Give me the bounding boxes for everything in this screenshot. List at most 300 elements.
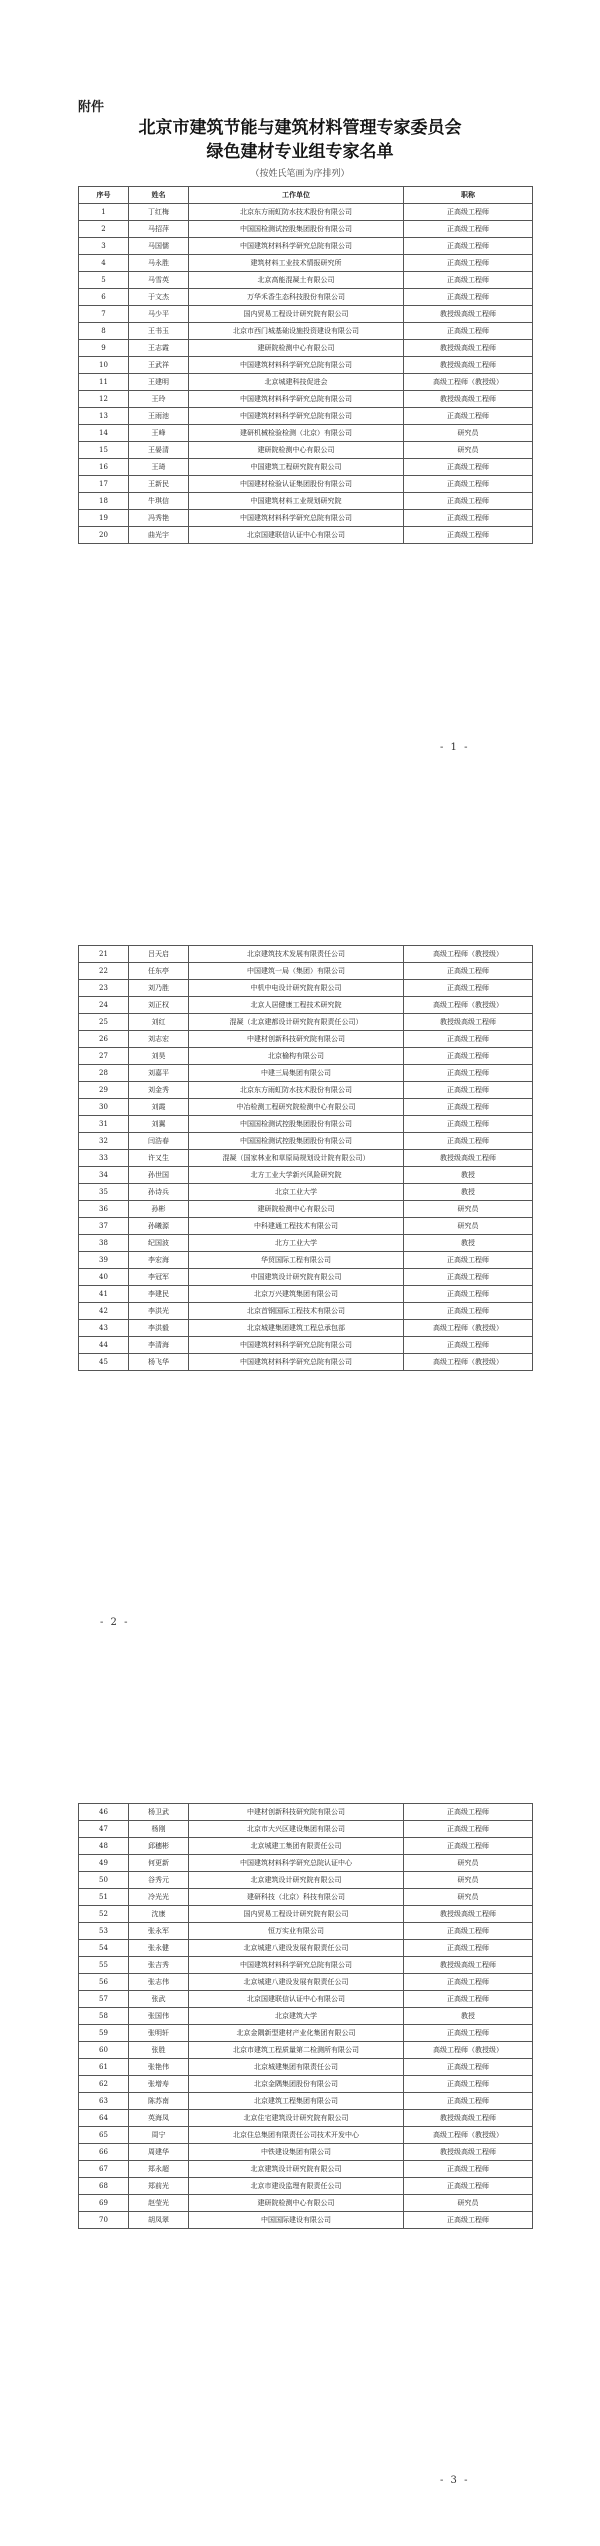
header-employer: 工作单位 — [189, 187, 404, 204]
cell-name: 孙曦源 — [129, 1218, 189, 1235]
cell-employer: 中建材创新科技研究院有限公司 — [189, 1804, 404, 1821]
cell-name: 郑永超 — [129, 2161, 189, 2178]
cell-employer: 北京人居健康工程技术研究院 — [189, 997, 404, 1014]
cell-index: 65 — [79, 2127, 129, 2144]
cell-employer: 中国建筑材料科学研究总院有限公司 — [189, 1337, 404, 1354]
cell-title: 研究员 — [404, 1855, 533, 1872]
cell-title: 正高级工程师 — [404, 204, 533, 221]
table-row — [79, 1235, 533, 1252]
cell-title: 正高级工程师 — [404, 476, 533, 493]
cell-employer: 北京城建科技促进会 — [189, 374, 404, 391]
table-row — [79, 1014, 533, 1031]
cell-index: 39 — [79, 1252, 129, 1269]
cell-employer: 北京榆构有限公司 — [189, 1048, 404, 1065]
cell-employer: 中国国检测试控股集团股份有限公司 — [189, 1133, 404, 1150]
cell-index: 58 — [79, 2008, 129, 2025]
cell-title: 研究员 — [404, 425, 533, 442]
cell-index: 37 — [79, 1218, 129, 1235]
table-row — [79, 323, 533, 340]
cell-name: 周宁 — [129, 2127, 189, 2144]
cell-title: 正高级工程师 — [404, 1821, 533, 1838]
cell-name: 李宏海 — [129, 1252, 189, 1269]
cell-employer: 北京国建联信认证中心有限公司 — [189, 527, 404, 544]
cell-index: 69 — [79, 2195, 129, 2212]
table-row — [79, 272, 533, 289]
cell-title: 正高级工程师 — [404, 2025, 533, 2042]
cell-employer: 中国建筑一局（集团）有限公司 — [189, 963, 404, 980]
cell-name: 纪国波 — [129, 1235, 189, 1252]
cell-name: 张国伟 — [129, 2008, 189, 2025]
cell-index: 57 — [79, 1991, 129, 2008]
table-row — [79, 391, 533, 408]
cell-index: 51 — [79, 1889, 129, 1906]
cell-name: 张吉秀 — [129, 1957, 189, 1974]
cell-name: 马永胜 — [129, 255, 189, 272]
cell-employer: 中国建筑材料科学研究总院有限公司 — [189, 357, 404, 374]
cell-employer: 中国建筑工程研究院有限公司 — [189, 459, 404, 476]
attachment-label: 附件 — [78, 100, 105, 115]
cell-name: 刘嘉平 — [129, 1065, 189, 1082]
table-row — [79, 2110, 533, 2127]
cell-name: 王琦 — [129, 459, 189, 476]
cell-name: 张志伟 — [129, 1974, 189, 1991]
table-row — [79, 1286, 533, 1303]
cell-employer: 建研机械检验检测（北京）有限公司 — [189, 425, 404, 442]
cell-name: 刘霞 — [129, 1099, 189, 1116]
cell-name: 王武祥 — [129, 357, 189, 374]
cell-employer: 中国建筑材料科学研究总院有限公司 — [189, 1957, 404, 1974]
cell-employer: 北京市建设监理有限责任公司 — [189, 2178, 404, 2195]
cell-title: 正高级工程师 — [404, 1923, 533, 1940]
table-row — [79, 1838, 533, 1855]
cell-name: 胡凤翠 — [129, 2212, 189, 2229]
cell-index: 9 — [79, 340, 129, 357]
cell-title: 教授 — [404, 1184, 533, 1201]
cell-employer: 中铁建设集团有限公司 — [189, 2144, 404, 2161]
cell-index: 59 — [79, 2025, 129, 2042]
cell-title: 正高级工程师 — [404, 2076, 533, 2093]
cell-employer: 建研院检测中心有限公司 — [189, 340, 404, 357]
cell-title: 正高级工程师 — [404, 493, 533, 510]
cell-name: 何更新 — [129, 1855, 189, 1872]
cell-name: 英海凤 — [129, 2110, 189, 2127]
cell-name: 孙世国 — [129, 1167, 189, 1184]
cell-index: 35 — [79, 1184, 129, 1201]
table-row — [79, 1065, 533, 1082]
cell-name: 冷光光 — [129, 1889, 189, 1906]
cell-name: 马招萍 — [129, 221, 189, 238]
table-row — [79, 425, 533, 442]
cell-title: 正高级工程师 — [404, 2178, 533, 2195]
cell-employer: 中冶检测工程研究院检测中心有限公司 — [189, 1099, 404, 1116]
table-row — [79, 255, 533, 272]
table-row — [79, 1082, 533, 1099]
cell-employer: 恒万实业有限公司 — [189, 1923, 404, 1940]
cell-title: 正高级工程师 — [404, 1940, 533, 1957]
cell-title: 正高级工程师 — [404, 1974, 533, 1991]
cell-index: 33 — [79, 1150, 129, 1167]
cell-title: 正高级工程师 — [404, 963, 533, 980]
cell-title: 教授级高级工程师 — [404, 357, 533, 374]
cell-title: 正高级工程师 — [404, 1082, 533, 1099]
cell-name: 刘昊 — [129, 1048, 189, 1065]
cell-index: 43 — [79, 1320, 129, 1337]
cell-index: 16 — [79, 459, 129, 476]
table-row — [79, 2025, 533, 2042]
cell-name: 张武 — [129, 1991, 189, 2008]
cell-index: 38 — [79, 1235, 129, 1252]
cell-employer: 北方工业大学 — [189, 1235, 404, 1252]
table-row — [79, 2008, 533, 2025]
cell-employer: 中国建筑材料科学研究总院有限公司 — [189, 391, 404, 408]
cell-index: 41 — [79, 1286, 129, 1303]
cell-title: 教授级高级工程师 — [404, 1906, 533, 1923]
cell-index: 42 — [79, 1303, 129, 1320]
cell-index: 8 — [79, 323, 129, 340]
table-row — [79, 221, 533, 238]
table-row — [79, 2076, 533, 2093]
cell-title: 教授级高级工程师 — [404, 306, 533, 323]
cell-employer: 北京东方雨虹防水技术股份有限公司 — [189, 1082, 404, 1099]
cell-title: 正高级工程师 — [404, 1269, 533, 1286]
cell-name: 丁红梅 — [129, 204, 189, 221]
cell-employer: 北京工业大学 — [189, 1184, 404, 1201]
cell-index: 11 — [79, 374, 129, 391]
expert-table-page-2 — [78, 945, 533, 1371]
cell-index: 62 — [79, 2076, 129, 2093]
table-row — [79, 357, 533, 374]
cell-index: 40 — [79, 1269, 129, 1286]
table-row — [79, 2161, 533, 2178]
cell-title: 正高级工程师 — [404, 1252, 533, 1269]
cell-employer: 中国国检测试控股集团股份有限公司 — [189, 221, 404, 238]
table-row — [79, 1252, 533, 1269]
cell-name: 冯秀艳 — [129, 510, 189, 527]
table-row — [79, 2144, 533, 2161]
cell-employer: 国内贸易工程设计研究院有限公司 — [189, 306, 404, 323]
cell-index: 20 — [79, 527, 129, 544]
table-row — [79, 510, 533, 527]
cell-name: 于文杰 — [129, 289, 189, 306]
cell-name: 王玲 — [129, 391, 189, 408]
cell-index: 31 — [79, 1116, 129, 1133]
table-row — [79, 2042, 533, 2059]
cell-title: 教授 — [404, 2008, 533, 2025]
cell-employer: 北京城建八建设发展有限责任公司 — [189, 1974, 404, 1991]
cell-employer: 北京住总集团有限责任公司技术开发中心 — [189, 2127, 404, 2144]
cell-title: 教授级高级工程师 — [404, 1150, 533, 1167]
table-row — [79, 1099, 533, 1116]
cell-employer: 北京市建筑工程质量第二检测所有限公司 — [189, 2042, 404, 2059]
cell-title: 高级工程师（教授级） — [404, 2042, 533, 2059]
cell-title: 正高级工程师 — [404, 1337, 533, 1354]
cell-name: 马少平 — [129, 306, 189, 323]
cell-index: 10 — [79, 357, 129, 374]
table-row — [79, 459, 533, 476]
cell-name: 李洪光 — [129, 1303, 189, 1320]
cell-name: 李洪毅 — [129, 1320, 189, 1337]
table-row — [79, 1337, 533, 1354]
cell-index: 61 — [79, 2059, 129, 2076]
cell-title: 高级工程师（教授级） — [404, 997, 533, 1014]
cell-name: 王志霞 — [129, 340, 189, 357]
cell-title: 正高级工程师 — [404, 1286, 533, 1303]
cell-name: 孙彬 — [129, 1201, 189, 1218]
table-row — [79, 946, 533, 963]
cell-employer: 北京万兴建筑集团有限公司 — [189, 1286, 404, 1303]
cell-name: 陈苏南 — [129, 2093, 189, 2110]
table-row — [79, 1855, 533, 1872]
cell-employer: 建研科技（北京）科技有限公司 — [189, 1889, 404, 1906]
cell-title: 正高级工程师 — [404, 2059, 533, 2076]
table-row — [79, 1906, 533, 1923]
cell-title: 正高级工程师 — [404, 1116, 533, 1133]
table-row — [79, 2127, 533, 2144]
cell-title: 正高级工程师 — [404, 272, 533, 289]
header-index: 序号 — [79, 187, 129, 204]
cell-name: 许又生 — [129, 1150, 189, 1167]
ordering-note: （按姓氏笔画为序排列） — [250, 169, 350, 179]
cell-employer: 北京建筑设计研究院有限公司 — [189, 1872, 404, 1889]
cell-index: 26 — [79, 1031, 129, 1048]
cell-name: 吕天启 — [129, 946, 189, 963]
table-row — [79, 1031, 533, 1048]
cell-employer: 中国建筑材料科学研究总院有限公司 — [189, 1354, 404, 1371]
cell-title: 教授 — [404, 1167, 533, 1184]
cell-name: 刘红 — [129, 1014, 189, 1031]
cell-employer: 国内贸易工程设计研究院有限公司 — [189, 1906, 404, 1923]
cell-index: 48 — [79, 1838, 129, 1855]
cell-name: 刘志宏 — [129, 1031, 189, 1048]
cell-title: 正高级工程师 — [404, 255, 533, 272]
cell-title: 高级工程师（教授级） — [404, 1320, 533, 1337]
cell-employer: 中国建筑材料工业规划研究院 — [189, 493, 404, 510]
cell-name: 谷秀元 — [129, 1872, 189, 1889]
cell-index: 70 — [79, 2212, 129, 2229]
cell-employer: 北京建筑工程集团有限公司 — [189, 2093, 404, 2110]
cell-name: 周建华 — [129, 2144, 189, 2161]
table-row — [79, 1167, 533, 1184]
table-row — [79, 2195, 533, 2212]
cell-name: 张艳伟 — [129, 2059, 189, 2076]
cell-index: 18 — [79, 493, 129, 510]
cell-title: 教授级高级工程师 — [404, 1014, 533, 1031]
cell-index: 32 — [79, 1133, 129, 1150]
cell-name: 任东亭 — [129, 963, 189, 980]
cell-title: 教授级高级工程师 — [404, 2144, 533, 2161]
cell-employer: 北京首钢国际工程技术有限公司 — [189, 1303, 404, 1320]
cell-name: 郑前光 — [129, 2178, 189, 2195]
cell-title: 教授 — [404, 1235, 533, 1252]
cell-title: 研究员 — [404, 1872, 533, 1889]
cell-employer: 北京东方雨虹防水技术股份有限公司 — [189, 204, 404, 221]
cell-employer: 北京城建集团有限责任公司 — [189, 2059, 404, 2076]
table-row — [79, 1889, 533, 1906]
cell-name: 刘翼 — [129, 1116, 189, 1133]
cell-employer: 北京城建八建设发展有限责任公司 — [189, 1940, 404, 1957]
cell-index: 2 — [79, 221, 129, 238]
cell-title: 高级工程师（教授级） — [404, 374, 533, 391]
cell-name: 刘金秀 — [129, 1082, 189, 1099]
cell-employer: 中国建筑材料科学研究总院认证中心 — [189, 1855, 404, 1872]
cell-name: 杨卫武 — [129, 1804, 189, 1821]
cell-index: 36 — [79, 1201, 129, 1218]
cell-name: 张明轩 — [129, 2025, 189, 2042]
cell-title: 正高级工程师 — [404, 2212, 533, 2229]
cell-index: 55 — [79, 1957, 129, 1974]
cell-index: 46 — [79, 1804, 129, 1821]
cell-title: 高级工程师（教授级） — [404, 2127, 533, 2144]
cell-title: 正高级工程师 — [404, 1991, 533, 2008]
cell-name: 王建明 — [129, 374, 189, 391]
cell-title: 教授级高级工程师 — [404, 2110, 533, 2127]
cell-name: 邱穗彬 — [129, 1838, 189, 1855]
table-row — [79, 1821, 533, 1838]
cell-name: 张增寿 — [129, 2076, 189, 2093]
table-row — [79, 1320, 533, 1337]
table-row — [79, 1991, 533, 2008]
cell-employer: 北京市大兴区建设集团有限公司 — [189, 1821, 404, 1838]
cell-title: 正高级工程师 — [404, 1048, 533, 1065]
table-row — [79, 1048, 533, 1065]
cell-title: 正高级工程师 — [404, 459, 533, 476]
cell-name: 闫浩春 — [129, 1133, 189, 1150]
table-row — [79, 2212, 533, 2229]
cell-index: 64 — [79, 2110, 129, 2127]
cell-employer: 中国建筑材料科学研究总院有限公司 — [189, 238, 404, 255]
cell-index: 52 — [79, 1906, 129, 1923]
cell-title: 教授级高级工程师 — [404, 1957, 533, 1974]
cell-title: 正高级工程师 — [404, 980, 533, 997]
table-row — [79, 1872, 533, 1889]
cell-title: 正高级工程师 — [404, 2161, 533, 2178]
cell-name: 曲光宇 — [129, 527, 189, 544]
cell-employer: 北京建筑设计研究院有限公司 — [189, 2161, 404, 2178]
cell-index: 34 — [79, 1167, 129, 1184]
cell-name: 马雪英 — [129, 272, 189, 289]
cell-employer: 中国建材检验认证集团股份有限公司 — [189, 476, 404, 493]
cell-index: 3 — [79, 238, 129, 255]
cell-name: 李冠军 — [129, 1269, 189, 1286]
table-row — [79, 1150, 533, 1167]
cell-index: 24 — [79, 997, 129, 1014]
cell-name: 王新民 — [129, 476, 189, 493]
table-row — [79, 2059, 533, 2076]
cell-title: 正高级工程师 — [404, 527, 533, 544]
cell-employer: 中国建筑材料科学研究总院有限公司 — [189, 510, 404, 527]
cell-index: 60 — [79, 2042, 129, 2059]
cell-index: 47 — [79, 1821, 129, 1838]
cell-index: 45 — [79, 1354, 129, 1371]
cell-employer: 建研院检测中心有限公司 — [189, 1201, 404, 1218]
cell-index: 63 — [79, 2093, 129, 2110]
table-row — [79, 374, 533, 391]
cell-index: 67 — [79, 2161, 129, 2178]
cell-title: 高级工程师（教授级） — [404, 946, 533, 963]
cell-index: 29 — [79, 1082, 129, 1099]
cell-index: 44 — [79, 1337, 129, 1354]
table-row — [79, 1218, 533, 1235]
cell-name: 张永军 — [129, 1923, 189, 1940]
cell-name: 王雨池 — [129, 408, 189, 425]
table-row — [79, 1116, 533, 1133]
table-row — [79, 493, 533, 510]
cell-employer: 北京高能混凝土有限公司 — [189, 272, 404, 289]
cell-title: 正高级工程师 — [404, 1838, 533, 1855]
header-title: 职称 — [404, 187, 533, 204]
cell-employer: 中国国际建设有限公司 — [189, 2212, 404, 2229]
cell-employer: 中国建筑材料科学研究总院有限公司 — [189, 408, 404, 425]
cell-title: 研究员 — [404, 1201, 533, 1218]
cell-employer: 中建材创新科技研究院有限公司 — [189, 1031, 404, 1048]
cell-title: 教授级高级工程师 — [404, 340, 533, 357]
cell-title: 正高级工程师 — [404, 323, 533, 340]
cell-title: 正高级工程师 — [404, 408, 533, 425]
cell-index: 5 — [79, 272, 129, 289]
cell-employer: 建研院检测中心有限公司 — [189, 2195, 404, 2212]
cell-index: 4 — [79, 255, 129, 272]
cell-employer: 北京金隅新型建材产业化集团有限公司 — [189, 2025, 404, 2042]
cell-index: 54 — [79, 1940, 129, 1957]
cell-name: 王晏清 — [129, 442, 189, 459]
page-number: - 1 - — [440, 742, 470, 753]
table-row — [79, 238, 533, 255]
cell-index: 56 — [79, 1974, 129, 1991]
cell-title: 正高级工程师 — [404, 1065, 533, 1082]
table-row — [79, 289, 533, 306]
cell-name: 牛琪信 — [129, 493, 189, 510]
table-row — [79, 527, 533, 544]
cell-title: 研究员 — [404, 2195, 533, 2212]
cell-employer: 中国建筑设计研究院有限公司 — [189, 1269, 404, 1286]
expert-table-page-3 — [78, 1803, 533, 2229]
cell-name: 赵莹光 — [129, 2195, 189, 2212]
cell-employer: 混凝（北京建都设计研究院有限责任公司） — [189, 1014, 404, 1031]
table-row — [79, 1923, 533, 1940]
cell-name: 杨飞华 — [129, 1354, 189, 1371]
cell-employer: 中建三局集团有限公司 — [189, 1065, 404, 1082]
table-row — [79, 1133, 533, 1150]
table-row — [79, 1940, 533, 1957]
cell-index: 30 — [79, 1099, 129, 1116]
cell-employer: 北方工业大学新兴风险研究院 — [189, 1167, 404, 1184]
document-title-line2: 绿色建材专业组专家名单 — [206, 142, 394, 162]
cell-index: 68 — [79, 2178, 129, 2195]
table-row — [79, 1303, 533, 1320]
cell-title: 正高级工程师 — [404, 289, 533, 306]
cell-employer: 华贸国际工程有限公司 — [189, 1252, 404, 1269]
cell-index: 14 — [79, 425, 129, 442]
cell-employer: 北京建筑技术发展有限责任公司 — [189, 946, 404, 963]
table-row — [79, 1184, 533, 1201]
cell-employer: 北京建筑大学 — [189, 2008, 404, 2025]
cell-index: 22 — [79, 963, 129, 980]
cell-title: 正高级工程师 — [404, 1133, 533, 1150]
cell-index: 27 — [79, 1048, 129, 1065]
cell-employer: 北京金隅集团股份有限公司 — [189, 2076, 404, 2093]
cell-index: 50 — [79, 1872, 129, 1889]
cell-index: 19 — [79, 510, 129, 527]
cell-title: 正高级工程师 — [404, 510, 533, 527]
table-header-row — [79, 187, 533, 204]
cell-title: 教授级高级工程师 — [404, 391, 533, 408]
cell-employer: 万华禾香生态科技股份有限公司 — [189, 289, 404, 306]
table-row — [79, 1974, 533, 1991]
cell-name: 沈康 — [129, 1906, 189, 1923]
table-row — [79, 340, 533, 357]
cell-index: 17 — [79, 476, 129, 493]
table-row — [79, 1269, 533, 1286]
